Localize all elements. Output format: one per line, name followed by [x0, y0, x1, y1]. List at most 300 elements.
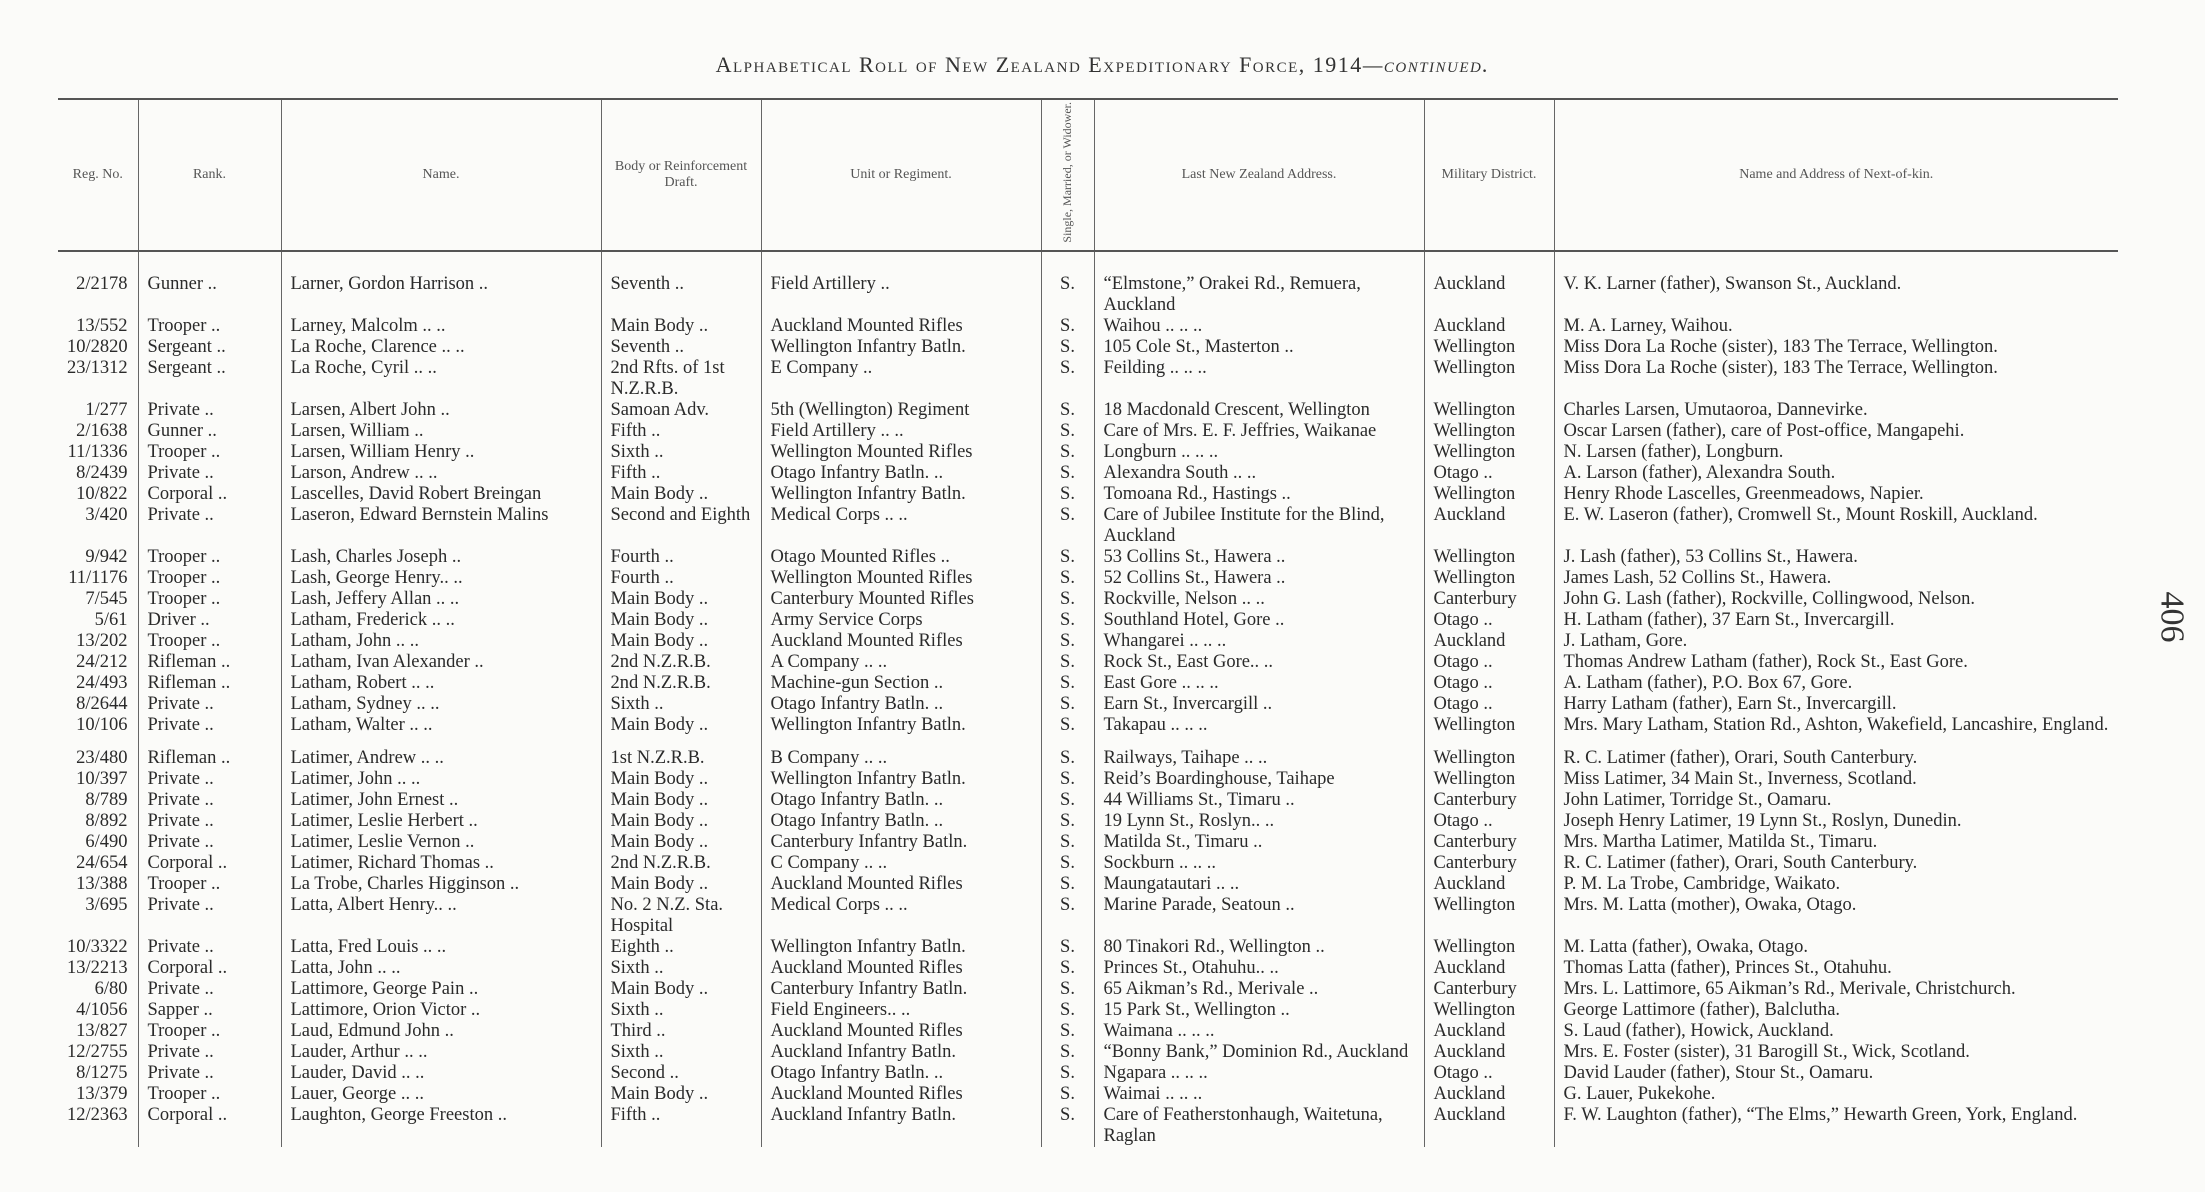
cell-next-of-kin: Mrs. Martha Latimer, Matilda St., Timaru. — [1554, 832, 2118, 853]
cell-rank: Sergeant .. — [138, 358, 281, 400]
cell-rank: Corporal .. — [138, 484, 281, 505]
cell-status: S. — [1041, 790, 1094, 811]
cell-unit: B Company .. .. — [761, 736, 1041, 769]
cell-draft: Second .. — [601, 1063, 761, 1084]
table-row — [58, 895, 2118, 937]
cell-next-of-kin: David Lauder (father), Stour St., Oamaru. — [1554, 1063, 2118, 1084]
cell-unit: Medical Corps .. .. — [761, 895, 1041, 937]
cell-next-of-kin: Charles Larsen, Umutaoroa, Dannevirke. — [1554, 400, 2118, 421]
cell-next-of-kin: Harry Latham (father), Earn St., Invercargill. — [1554, 694, 2118, 715]
cell-name: Latta, Albert Henry.. .. — [281, 895, 601, 937]
cell-name: Lauder, David .. .. — [281, 1063, 601, 1084]
col-header-reg-no: Reg. No. — [58, 99, 138, 251]
cell-status: S. — [1041, 652, 1094, 673]
cell-district: Wellington — [1424, 937, 1554, 958]
cell-next-of-kin: J. Lash (father), 53 Collins St., Hawera. — [1554, 547, 2118, 568]
cell-draft: Fifth .. — [601, 463, 761, 484]
cell-next-of-kin: R. C. Latimer (father), Orari, South Canterbury. — [1554, 736, 2118, 769]
cell-address: Maungatautari .. .. — [1094, 874, 1424, 895]
cell-name: Latham, John .. .. — [281, 631, 601, 652]
cell-rank: Gunner .. — [138, 421, 281, 442]
cell-reg-no: 12/2363 — [67, 1104, 128, 1125]
cell-next-of-kin: Miss Dora La Roche (sister), 183 The Terrace, Wellington. — [1554, 337, 2118, 358]
cell-draft: Samoan Adv. — [601, 400, 761, 421]
cell-next-of-kin: Mrs. Mary Latham, Station Rd., Ashton, Wakefield, Lancashire, England. — [1554, 715, 2118, 736]
cell-district: Auckland — [1424, 1021, 1554, 1042]
cell-name: Latimer, John Ernest .. — [281, 790, 601, 811]
cell-address: 19 Lynn St., Roslyn.. .. — [1094, 811, 1424, 832]
table-row — [58, 853, 2118, 874]
cell-name: Lattimore, George Pain .. — [281, 979, 601, 1000]
cell-address: Waimana .. .. .. — [1094, 1021, 1424, 1042]
cell-status: S. — [1041, 1084, 1094, 1105]
cell-status: S. — [1041, 979, 1094, 1000]
cell-rank: Private .. — [138, 505, 281, 547]
table-row — [58, 547, 2118, 568]
cell-unit: Medical Corps .. .. — [761, 505, 1041, 547]
table-row — [58, 715, 2118, 736]
cell-unit: Otago Infantry Batln. .. — [761, 811, 1041, 832]
cell-district: Canterbury — [1424, 589, 1554, 610]
cell-name: Latham, Sydney .. .. — [281, 694, 601, 715]
title-suffix: —continued. — [1362, 52, 1490, 77]
table-row — [58, 610, 2118, 631]
cell-unit: Otago Infantry Batln. .. — [761, 790, 1041, 811]
cell-address: Feilding .. .. .. — [1094, 358, 1424, 400]
cell-draft: Third .. — [601, 1021, 761, 1042]
cell-address: Waihou .. .. .. — [1094, 316, 1424, 337]
cell-next-of-kin: Mrs. M. Latta (mother), Owaka, Otago. — [1554, 895, 2118, 937]
cell-rank: Private .. — [138, 790, 281, 811]
cell-name: Latham, Ivan Alexander .. — [281, 652, 601, 673]
spacer-row — [58, 251, 2118, 274]
cell-status: S. — [1041, 874, 1094, 895]
roll-body — [58, 251, 2118, 1147]
cell-address: Rockville, Nelson .. .. — [1094, 589, 1424, 610]
cell-reg-no: 13/552 — [76, 315, 128, 336]
cell-rank: Rifleman .. — [138, 736, 281, 769]
col-header-draft: Body or Reinforcement Draft. — [601, 99, 761, 251]
cell-rank: Trooper .. — [138, 1021, 281, 1042]
cell-district: Auckland — [1424, 1042, 1554, 1063]
cell-next-of-kin: H. Latham (father), 37 Earn St., Invercargill. — [1554, 610, 2118, 631]
cell-reg-no: 6/80 — [94, 978, 128, 999]
cell-rank: Private .. — [138, 1042, 281, 1063]
table-row — [58, 400, 2118, 421]
cell-name: Lattimore, Orion Victor .. — [281, 1000, 601, 1021]
cell-next-of-kin: George Lattimore (father), Balclutha. — [1554, 1000, 2118, 1021]
cell-rank: Private .. — [138, 811, 281, 832]
cell-draft: Sixth .. — [601, 442, 761, 463]
cell-unit: Otago Mounted Rifles .. — [761, 547, 1041, 568]
cell-address: Earn St., Invercargill .. — [1094, 694, 1424, 715]
table-row — [58, 1000, 2118, 1021]
cell-status: S. — [1041, 958, 1094, 979]
header-row — [58, 99, 2118, 251]
cell-unit: Field Engineers.. .. — [761, 1000, 1041, 1021]
cell-address: Waimai .. .. .. — [1094, 1084, 1424, 1105]
cell-rank: Trooper .. — [138, 589, 281, 610]
cell-rank: Trooper .. — [138, 316, 281, 337]
cell-draft: Main Body .. — [601, 589, 761, 610]
table-row — [58, 811, 2118, 832]
cell-address: “Elmstone,” Orakei Rd., Remuera, Auckland — [1094, 274, 1424, 316]
table-row — [58, 652, 2118, 673]
cell-status: S. — [1041, 694, 1094, 715]
cell-status: S. — [1041, 631, 1094, 652]
cell-unit: Otago Infantry Batln. .. — [761, 694, 1041, 715]
cell-draft: Seventh .. — [601, 274, 761, 316]
cell-district: Canterbury — [1424, 790, 1554, 811]
cell-draft: 1st N.Z.R.B. — [601, 736, 761, 769]
cell-reg-no: 13/388 — [76, 873, 128, 894]
cell-rank: Private .. — [138, 694, 281, 715]
cell-district: Otago .. — [1424, 811, 1554, 832]
cell-unit: Wellington Infantry Batln. — [761, 937, 1041, 958]
col-header-status — [1041, 99, 1094, 251]
cell-reg-no: 8/892 — [85, 810, 128, 831]
cell-name: Latimer, John .. .. — [281, 769, 601, 790]
cell-reg-no: 10/397 — [76, 768, 128, 789]
cell-name: Larsen, William .. — [281, 421, 601, 442]
cell-district: Auckland — [1424, 316, 1554, 337]
table-row — [58, 958, 2118, 979]
cell-reg-no: 8/2644 — [76, 693, 128, 714]
cell-reg-no: 24/493 — [76, 672, 128, 693]
cell-address: Care of Jubilee Institute for the Blind, Auckland — [1094, 505, 1424, 547]
col-header-next-of-kin: Name and Address of Next-of-kin. — [1554, 99, 2118, 251]
cell-address: 80 Tinakori Rd., Wellington .. — [1094, 937, 1424, 958]
cell-address: “Bonny Bank,” Dominion Rd., Auckland — [1094, 1042, 1424, 1063]
cell-unit: Machine-gun Section .. — [761, 673, 1041, 694]
cell-reg-no: 24/212 — [76, 651, 128, 672]
cell-district: Wellington — [1424, 442, 1554, 463]
cell-draft: Sixth .. — [601, 1042, 761, 1063]
cell-status: S. — [1041, 1105, 1094, 1147]
cell-district: Wellington — [1424, 358, 1554, 400]
cell-draft: Main Body .. — [601, 631, 761, 652]
cell-status: S. — [1041, 421, 1094, 442]
cell-district: Canterbury — [1424, 979, 1554, 1000]
cell-draft: Main Body .. — [601, 610, 761, 631]
cell-draft: 2nd N.Z.R.B. — [601, 652, 761, 673]
cell-name: Laud, Edmund John .. — [281, 1021, 601, 1042]
cell-unit: C Company .. .. — [761, 853, 1041, 874]
cell-reg-no: 13/827 — [76, 1020, 128, 1041]
cell-draft: Main Body .. — [601, 874, 761, 895]
cell-name: Larner, Gordon Harrison .. — [281, 274, 601, 316]
cell-address: Railways, Taihape .. .. — [1094, 736, 1424, 769]
cell-next-of-kin: John G. Lash (father), Rockville, Collingwood, Nelson. — [1554, 589, 2118, 610]
title-text: Alphabetical Roll of New Zealand Expeditionary Force, 1914 — [715, 52, 1363, 77]
cell-name: Latham, Frederick .. .. — [281, 610, 601, 631]
cell-reg-no: 3/420 — [85, 504, 128, 525]
table-row — [58, 736, 2118, 769]
cell-reg-no: 24/654 — [76, 852, 128, 873]
cell-draft: Sixth .. — [601, 1000, 761, 1021]
cell-draft: 2nd N.Z.R.B. — [601, 673, 761, 694]
cell-address: Matilda St., Timaru .. — [1094, 832, 1424, 853]
cell-rank: Private .. — [138, 769, 281, 790]
cell-unit: Wellington Infantry Batln. — [761, 484, 1041, 505]
table-row — [58, 358, 2118, 400]
table-row — [58, 442, 2118, 463]
cell-reg-no: 23/1312 — [67, 357, 128, 378]
cell-status: S. — [1041, 484, 1094, 505]
table-row — [58, 790, 2118, 811]
cell-rank: Private .. — [138, 400, 281, 421]
cell-draft: Fifth .. — [601, 421, 761, 442]
cell-rank: Private .. — [138, 463, 281, 484]
cell-rank: Trooper .. — [138, 442, 281, 463]
cell-rank: Corporal .. — [138, 853, 281, 874]
cell-draft: Eighth .. — [601, 937, 761, 958]
cell-name: Lash, George Henry.. .. — [281, 568, 601, 589]
cell-name: Latimer, Leslie Herbert .. — [281, 811, 601, 832]
cell-unit: Auckland Infantry Batln. — [761, 1105, 1041, 1147]
cell-reg-no: 23/480 — [76, 747, 128, 768]
cell-draft: Fourth .. — [601, 568, 761, 589]
cell-address: Sockburn .. .. .. — [1094, 853, 1424, 874]
cell-status: S. — [1041, 589, 1094, 610]
cell-rank: Gunner .. — [138, 274, 281, 316]
cell-status: S. — [1041, 358, 1094, 400]
roll-table — [58, 98, 2118, 1147]
col-header-status-text: Single, Married, or Widower. — [1060, 102, 1075, 243]
cell-reg-no: 10/3322 — [67, 936, 128, 957]
cell-draft: Main Body .. — [601, 811, 761, 832]
cell-address: Princes St., Otahuhu.. .. — [1094, 958, 1424, 979]
cell-district: Otago .. — [1424, 610, 1554, 631]
cell-name: Latta, Fred Louis .. .. — [281, 937, 601, 958]
cell-reg-no: 13/379 — [76, 1083, 128, 1104]
cell-name: Lascelles, David Robert Breingan — [281, 484, 601, 505]
cell-address: 52 Collins St., Hawera .. — [1094, 568, 1424, 589]
cell-status: S. — [1041, 736, 1094, 769]
table-row — [58, 1021, 2118, 1042]
cell-status: S. — [1041, 547, 1094, 568]
cell-next-of-kin: N. Larsen (father), Longburn. — [1554, 442, 2118, 463]
cell-reg-no: 2/2178 — [76, 273, 128, 294]
cell-district: Wellington — [1424, 547, 1554, 568]
cell-name: Larsen, Albert John .. — [281, 400, 601, 421]
cell-address: 15 Park St., Wellington .. — [1094, 1000, 1424, 1021]
table-row — [58, 484, 2118, 505]
cell-district: Canterbury — [1424, 832, 1554, 853]
cell-reg-no: 8/1275 — [76, 1062, 128, 1083]
cell-status: S. — [1041, 1021, 1094, 1042]
cell-reg-no: 6/490 — [85, 831, 128, 852]
cell-rank: Trooper .. — [138, 631, 281, 652]
page-title — [0, 52, 2205, 78]
cell-address: Whangarei .. .. .. — [1094, 631, 1424, 652]
cell-status: S. — [1041, 505, 1094, 547]
cell-rank: Rifleman .. — [138, 673, 281, 694]
cell-status: S. — [1041, 832, 1094, 853]
cell-unit: Army Service Corps — [761, 610, 1041, 631]
cell-district: Otago .. — [1424, 694, 1554, 715]
cell-district: Auckland — [1424, 274, 1554, 316]
cell-draft: Seventh .. — [601, 337, 761, 358]
cell-rank: Corporal .. — [138, 1105, 281, 1147]
cell-next-of-kin: Thomas Latta (father), Princes St., Otahuhu. — [1554, 958, 2118, 979]
cell-draft: Sixth .. — [601, 694, 761, 715]
cell-address: 53 Collins St., Hawera .. — [1094, 547, 1424, 568]
cell-next-of-kin: S. Laud (father), Howick, Auckland. — [1554, 1021, 2118, 1042]
table-row — [58, 1063, 2118, 1084]
cell-status: S. — [1041, 610, 1094, 631]
cell-status: S. — [1041, 937, 1094, 958]
cell-status: S. — [1041, 1000, 1094, 1021]
cell-status: S. — [1041, 316, 1094, 337]
cell-next-of-kin: R. C. Latimer (father), Orari, South Canterbury. — [1554, 853, 2118, 874]
cell-district: Otago .. — [1424, 463, 1554, 484]
cell-next-of-kin: Mrs. E. Foster (sister), 31 Barogill St., Wick, Scotland. — [1554, 1042, 2118, 1063]
cell-unit: Wellington Mounted Rifles — [761, 568, 1041, 589]
cell-unit: Auckland Infantry Batln. — [761, 1042, 1041, 1063]
cell-unit: Auckland Mounted Rifles — [761, 874, 1041, 895]
table-row — [58, 874, 2118, 895]
cell-draft: Main Body .. — [601, 484, 761, 505]
cell-address: Rock St., East Gore.. .. — [1094, 652, 1424, 673]
cell-status: S. — [1041, 715, 1094, 736]
cell-district: Wellington — [1424, 895, 1554, 937]
cell-draft: Main Body .. — [601, 979, 761, 1000]
cell-district: Wellington — [1424, 568, 1554, 589]
cell-address: 65 Aikman’s Rd., Merivale .. — [1094, 979, 1424, 1000]
cell-rank: Trooper .. — [138, 547, 281, 568]
cell-unit: Auckland Mounted Rifles — [761, 1084, 1041, 1105]
cell-unit: Auckland Mounted Rifles — [761, 958, 1041, 979]
cell-name: Larsen, William Henry .. — [281, 442, 601, 463]
table-row — [58, 274, 2118, 316]
cell-district: Wellington — [1424, 484, 1554, 505]
cell-name: Larney, Malcolm .. .. — [281, 316, 601, 337]
cell-district: Auckland — [1424, 1084, 1554, 1105]
cell-reg-no: 9/942 — [85, 546, 128, 567]
cell-reg-no: 2/1638 — [76, 420, 128, 441]
cell-next-of-kin: Henry Rhode Lascelles, Greenmeadows, Napier. — [1554, 484, 2118, 505]
col-header-district: Military District. — [1424, 99, 1554, 251]
cell-address: Care of Mrs. E. F. Jeffries, Waikanae — [1094, 421, 1424, 442]
cell-reg-no: 7/545 — [85, 588, 128, 609]
cell-reg-no: 10/2820 — [67, 336, 128, 357]
cell-draft: 2nd Rfts. of 1st N.Z.R.B. — [601, 358, 761, 400]
cell-unit: A Company .. .. — [761, 652, 1041, 673]
cell-status: S. — [1041, 442, 1094, 463]
cell-name: Lash, Charles Joseph .. — [281, 547, 601, 568]
cell-rank: Trooper .. — [138, 568, 281, 589]
table-row — [58, 463, 2118, 484]
cell-rank: Private .. — [138, 832, 281, 853]
page-number: 406 — [2153, 591, 2191, 643]
cell-address: Tomoana Rd., Hastings .. — [1094, 484, 1424, 505]
cell-draft: No. 2 N.Z. Sta. Hospital — [601, 895, 761, 937]
cell-address: Ngapara .. .. .. — [1094, 1063, 1424, 1084]
table-row — [58, 769, 2118, 790]
cell-unit: Auckland Mounted Rifles — [761, 631, 1041, 652]
cell-rank: Sergeant .. — [138, 337, 281, 358]
cell-draft: Fifth .. — [601, 1105, 761, 1147]
cell-next-of-kin: James Lash, 52 Collins St., Hawera. — [1554, 568, 2118, 589]
cell-next-of-kin: V. K. Larner (father), Swanson St., Auckland. — [1554, 274, 2118, 316]
cell-district: Wellington — [1424, 400, 1554, 421]
cell-name: Lauder, Arthur .. .. — [281, 1042, 601, 1063]
table-row — [58, 505, 2118, 547]
cell-unit: 5th (Wellington) Regiment — [761, 400, 1041, 421]
cell-rank: Private .. — [138, 937, 281, 958]
cell-name: Latimer, Leslie Vernon .. — [281, 832, 601, 853]
cell-unit: Wellington Infantry Batln. — [761, 715, 1041, 736]
cell-district: Wellington — [1424, 736, 1554, 769]
cell-name: Latham, Walter .. .. — [281, 715, 601, 736]
cell-unit: Canterbury Infantry Batln. — [761, 979, 1041, 1000]
cell-unit: Auckland Mounted Rifles — [761, 1021, 1041, 1042]
cell-name: Latta, John .. .. — [281, 958, 601, 979]
table-row — [58, 316, 2118, 337]
cell-reg-no: 3/695 — [85, 894, 128, 915]
col-header-name: Name. — [281, 99, 601, 251]
cell-address: Care of Featherstonhaugh, Waitetuna, Raglan — [1094, 1105, 1424, 1147]
cell-name: Lash, Jeffery Allan .. .. — [281, 589, 601, 610]
cell-reg-no: 13/2213 — [67, 957, 128, 978]
cell-unit: Otago Infantry Batln. .. — [761, 463, 1041, 484]
cell-draft: Sixth .. — [601, 958, 761, 979]
cell-rank: Private .. — [138, 1063, 281, 1084]
cell-next-of-kin: Thomas Andrew Latham (father), Rock St., East Gore. — [1554, 652, 2118, 673]
cell-address: Southland Hotel, Gore .. — [1094, 610, 1424, 631]
cell-district: Wellington — [1424, 337, 1554, 358]
cell-address: Takapau .. .. .. — [1094, 715, 1424, 736]
cell-rank: Private .. — [138, 979, 281, 1000]
table-row — [58, 1105, 2118, 1147]
cell-next-of-kin: F. W. Laughton (father), “The Elms,” Hewarth Green, York, England. — [1554, 1105, 2118, 1147]
cell-status: S. — [1041, 1042, 1094, 1063]
cell-name: Lauer, George .. .. — [281, 1084, 601, 1105]
cell-name: Latimer, Andrew .. .. — [281, 736, 601, 769]
cell-draft: Fourth .. — [601, 547, 761, 568]
cell-district: Auckland — [1424, 874, 1554, 895]
table-row — [58, 937, 2118, 958]
cell-rank: Sapper .. — [138, 1000, 281, 1021]
cell-next-of-kin: P. M. La Trobe, Cambridge, Waikato. — [1554, 874, 2118, 895]
cell-rank: Trooper .. — [138, 1084, 281, 1105]
cell-name: Laseron, Edward Bernstein Malins — [281, 505, 601, 547]
cell-rank: Private .. — [138, 715, 281, 736]
cell-next-of-kin: A. Larson (father), Alexandra South. — [1554, 463, 2118, 484]
table-row — [58, 337, 2118, 358]
cell-rank: Corporal .. — [138, 958, 281, 979]
cell-next-of-kin: M. A. Larney, Waihou. — [1554, 316, 2118, 337]
cell-draft: Second and Eighth — [601, 505, 761, 547]
table-row — [58, 832, 2118, 853]
col-header-address: Last New Zealand Address. — [1094, 99, 1424, 251]
table-row — [58, 1042, 2118, 1063]
cell-status: S. — [1041, 274, 1094, 316]
cell-district: Auckland — [1424, 1105, 1554, 1147]
cell-address: Alexandra South .. .. — [1094, 463, 1424, 484]
cell-unit: Otago Infantry Batln. .. — [761, 1063, 1041, 1084]
cell-status: S. — [1041, 895, 1094, 937]
cell-address: Marine Parade, Seatoun .. — [1094, 895, 1424, 937]
cell-rank: Rifleman .. — [138, 652, 281, 673]
cell-reg-no: 13/202 — [76, 630, 128, 651]
table-row — [58, 568, 2118, 589]
col-header-rank: Rank. — [138, 99, 281, 251]
cell-reg-no: 10/106 — [76, 714, 128, 735]
cell-draft: Main Body .. — [601, 769, 761, 790]
cell-rank: Driver .. — [138, 610, 281, 631]
